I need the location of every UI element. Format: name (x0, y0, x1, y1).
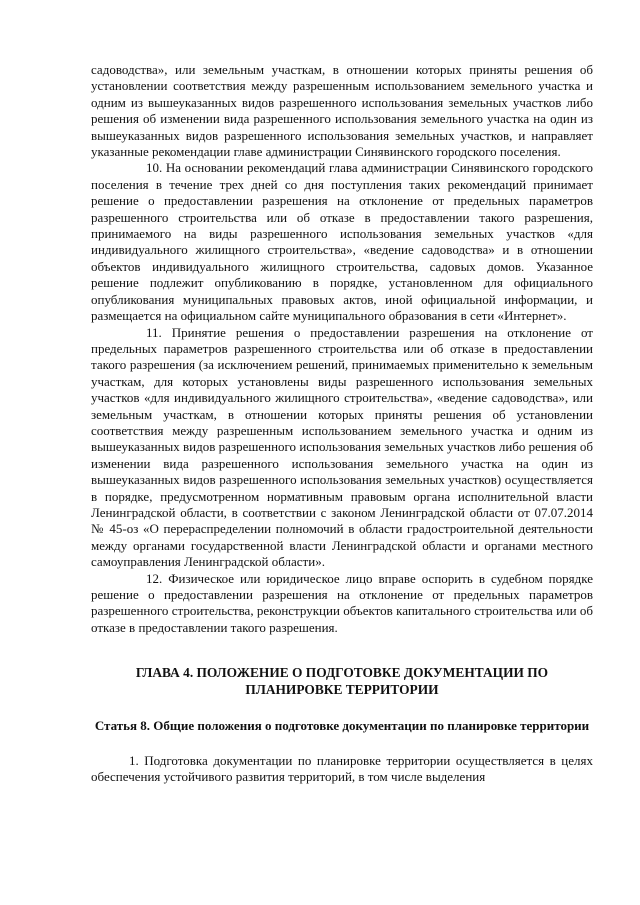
paragraph-10: 10. На основании рекомендаций глава администрации Синявинского городского поселения в течение трех дней со дня поступления таких рекомендаций принимает решение о предоставлении разрешения на отклонение от предельных параметров разрешенного строительства или об отказе в предоставлении такого разрешения, принимаемого на виды разрешенного использования земельных участков «для индивидуального жилищного строительства», «ведение садоводства» и в отношении объектов индивидуального жилищного строительства, садовых домов. Указанное решение подлежит опубликованию в порядке, установленном для официального опубликования муниципальных правовых актов, иной официальной информации, и размещается на официальном сайте муниципального образования в сети «Интернет». (91, 160, 593, 324)
paragraph-11: 11. Принятие решения о предоставлении разрешения на отклонение от предельных параметров разрешенного строительства или об отказе в предоставлении такого разрешения (за исключением решений, принимаемых применительно к земельным участкам, для которых установлены виды разрешенного использования земельных участков «для индивидуального жилищного строительства», «ведение садоводства», или земельным участкам, в отношении которых приняты решения об установлении соответствия между разрешенным использованием земельного участка и одним из вышеуказанных видов разрешенного использования земельных участков либо решения об изменении вида разрешенного использования земельного участка на один из вышеуказанных видов разрешенного использования земельных участков) осуществляется в порядке, предусмотренном нормативным правовым органа исполнительной власти Ленинградской области, в соответствии с законом Ленинградской области от 07.07.2014 № 45-оз «О перераспределении полномочий в области градостроительной деятельности между органами государственной власти Ленинградской области и органами местного самоуправления Ленинградской области». (91, 324, 593, 570)
chapter-title: ГЛАВА 4. ПОЛОЖЕНИЕ О ПОДГОТОВКЕ ДОКУМЕНТАЦИИ ПО ПЛАНИРОВКЕ ТЕРРИТОРИИ (135, 665, 549, 698)
article-title: Статья 8. Общие положения о подготовке документации по планировке территории (94, 718, 590, 734)
paragraph-12: 12. Физическое или юридическое лицо вправе оспорить в судебном порядке решение о предоставлении разрешения на отклонение от предельных параметров разрешенного строительства, реконструкции объектов капитального строительства или об отказе в предоставлении такого разрешения. (91, 570, 593, 635)
article-paragraph-1: 1. Подготовка документации по планировке территории осуществляется в целях обеспечения устойчивого развития территорий, в том числе выделения (91, 752, 593, 785)
paragraph-continuation: садоводства», или земельным участкам, в отношении которых приняты решения об установлении соответствия между разрешенным использованием земельного участка и одним из вышеуказанных видов разрешенного использования земельных участков либо решения об изменении вида разрешенного использования земельного участка на один из вышеуказанных видов разрешенного использования земельных участков, и направляет указанные рекомендации главе администрации Синявинского городского поселения. (91, 62, 593, 160)
document-page (91, 62, 593, 785)
